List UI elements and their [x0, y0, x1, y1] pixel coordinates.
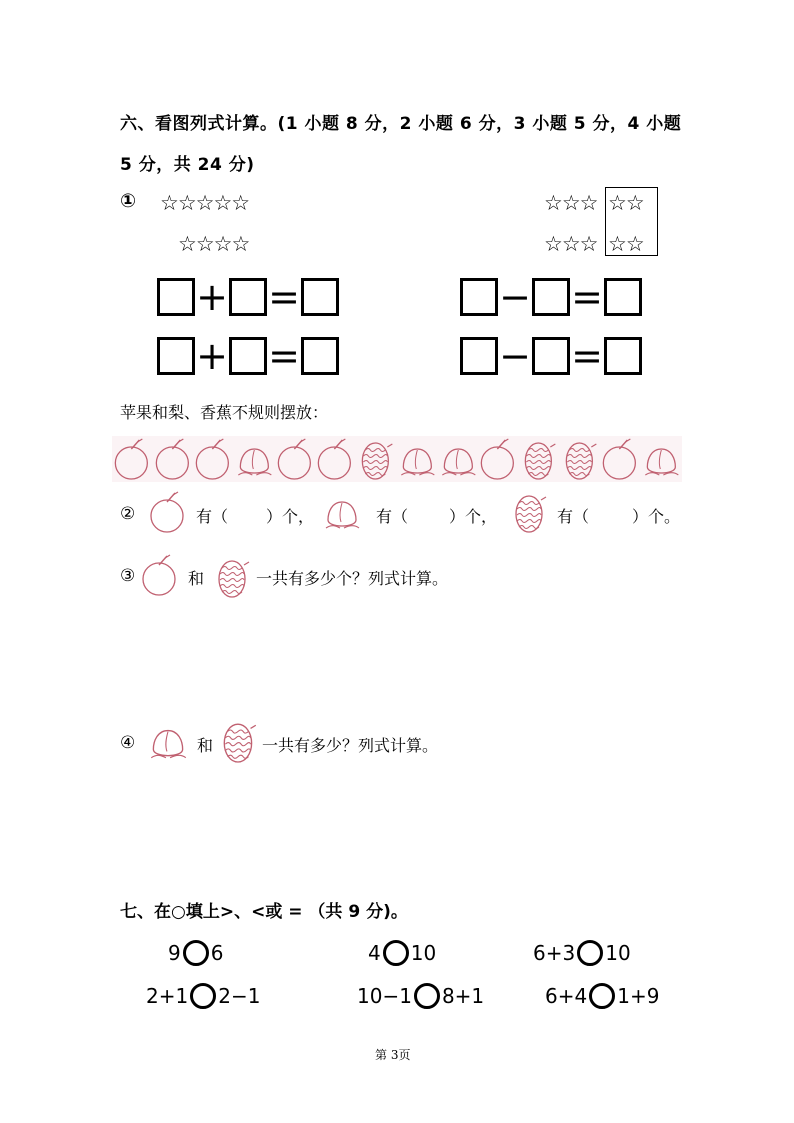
- answer-box[interactable]: [301, 337, 339, 375]
- melon-icon: [213, 553, 253, 601]
- answer-box[interactable]: [604, 278, 642, 316]
- q2-marker: ②: [120, 504, 136, 524]
- apple-icon: [112, 437, 153, 481]
- melon-icon: [510, 490, 550, 534]
- stars-right-top-b: ☆☆: [608, 191, 644, 215]
- compare-item-5: [357, 983, 484, 1009]
- peach-icon: [234, 437, 275, 481]
- answer-box[interactable]: [157, 278, 195, 316]
- compare-circle[interactable]: [414, 983, 440, 1009]
- subtraction-equation-1: [460, 275, 642, 319]
- answer-box[interactable]: [532, 278, 570, 316]
- page-number: 第 3页: [375, 1048, 411, 1062]
- compare-left: 10−1: [357, 984, 412, 1008]
- peach-icon: [397, 437, 438, 481]
- apple-icon: [600, 437, 641, 481]
- apple-icon: [275, 437, 316, 481]
- stars-right-bottom-b: ☆☆: [608, 232, 644, 256]
- q4-question: 一共有多少？列式计算。: [262, 736, 439, 755]
- equals-sign: =: [268, 334, 300, 378]
- compare-left: 6+4: [545, 984, 588, 1008]
- plus-sign: +: [196, 334, 228, 378]
- q3-and: 和: [188, 569, 205, 588]
- q2-apple-close: ）个，: [266, 507, 315, 526]
- stars-right-top-a: ☆☆☆: [544, 191, 598, 215]
- melon-icon: [356, 437, 397, 481]
- compare-circle[interactable]: [383, 940, 409, 966]
- answer-box[interactable]: [460, 337, 498, 375]
- apple-icon: [148, 490, 188, 534]
- minus-sign: −: [499, 334, 531, 378]
- answer-box[interactable]: [604, 337, 642, 375]
- compare-circle[interactable]: [183, 940, 209, 966]
- fruit-intro: 苹果和梨、香蕉不规则摆放：: [120, 403, 329, 422]
- q3-question: 一共有多少个？列式计算。: [256, 569, 449, 588]
- plus-sign: +: [196, 275, 228, 319]
- apple-icon: [478, 437, 519, 481]
- equals-sign: =: [571, 334, 603, 378]
- crossed-out-box: [605, 187, 658, 256]
- apple-icon: [153, 437, 194, 481]
- compare-circle[interactable]: [589, 983, 615, 1009]
- subtraction-equation-2: [460, 334, 642, 378]
- minus-sign: −: [499, 275, 531, 319]
- answer-box[interactable]: [229, 337, 267, 375]
- compare-right: 2−1: [218, 984, 261, 1008]
- q1-marker: ①: [120, 190, 137, 212]
- compare-circle[interactable]: [190, 983, 216, 1009]
- stars-left-bottom: ☆☆☆☆: [178, 232, 250, 256]
- addition-equation-2: [157, 334, 339, 378]
- peach-icon: [322, 490, 362, 534]
- q2-melon-has: 有（: [557, 507, 590, 526]
- peach-icon: [146, 718, 190, 764]
- apple-icon: [140, 553, 180, 597]
- q3-marker: ③: [120, 566, 136, 586]
- q2-melon-close: ）个。: [632, 507, 681, 526]
- stars-right-bottom-a: ☆☆☆: [544, 232, 598, 256]
- compare-item-6: [545, 983, 659, 1009]
- section7-title: 七、在○填上>、<或 = （共 9 分)。: [120, 902, 408, 922]
- answer-box[interactable]: [301, 278, 339, 316]
- compare-item-2: [368, 940, 436, 966]
- apple-icon: [193, 437, 234, 481]
- answer-box[interactable]: [157, 337, 195, 375]
- melon-icon: [560, 437, 601, 481]
- melon-icon: [218, 716, 260, 766]
- peach-icon: [438, 437, 479, 481]
- q2-peach-has: 有（: [376, 507, 409, 526]
- equals-sign: =: [268, 275, 300, 319]
- compare-left: 4: [368, 941, 381, 965]
- answer-box[interactable]: [229, 278, 267, 316]
- q4-and: 和: [197, 736, 214, 755]
- compare-right: 8+1: [441, 984, 485, 1008]
- compare-left: 9: [168, 941, 181, 965]
- q2-apple-has: 有（: [196, 507, 229, 526]
- q4-marker: ④: [120, 733, 136, 753]
- peach-icon: [641, 437, 682, 481]
- answer-box[interactable]: [460, 278, 498, 316]
- addition-equation-1: [157, 275, 339, 319]
- answer-box[interactable]: [532, 337, 570, 375]
- compare-left: 6+3: [533, 941, 576, 965]
- compare-right: 1+9: [617, 984, 660, 1008]
- compare-circle[interactable]: [577, 940, 603, 966]
- stars-left-top: ☆☆☆☆☆: [160, 191, 250, 215]
- compare-right: 10: [605, 941, 631, 965]
- compare-item-1: [168, 940, 223, 966]
- fruit-row: [112, 436, 682, 482]
- equals-sign: =: [571, 275, 603, 319]
- section6-title-line2: 5 分，共 24 分): [120, 155, 255, 175]
- apple-icon: [315, 437, 356, 481]
- compare-item-3: [533, 940, 631, 966]
- melon-icon: [519, 437, 560, 481]
- compare-left: 2+1: [146, 984, 189, 1008]
- compare-right: 10: [410, 941, 437, 965]
- compare-item-4: [146, 983, 260, 1009]
- q2-peach-close: ）个，: [449, 507, 498, 526]
- section6-title-line1: 六、看图列式计算。(1 小题 8 分，2 小题 6 分，3 小题 5 分，4 小题: [120, 114, 682, 134]
- compare-right: 6: [210, 941, 224, 965]
